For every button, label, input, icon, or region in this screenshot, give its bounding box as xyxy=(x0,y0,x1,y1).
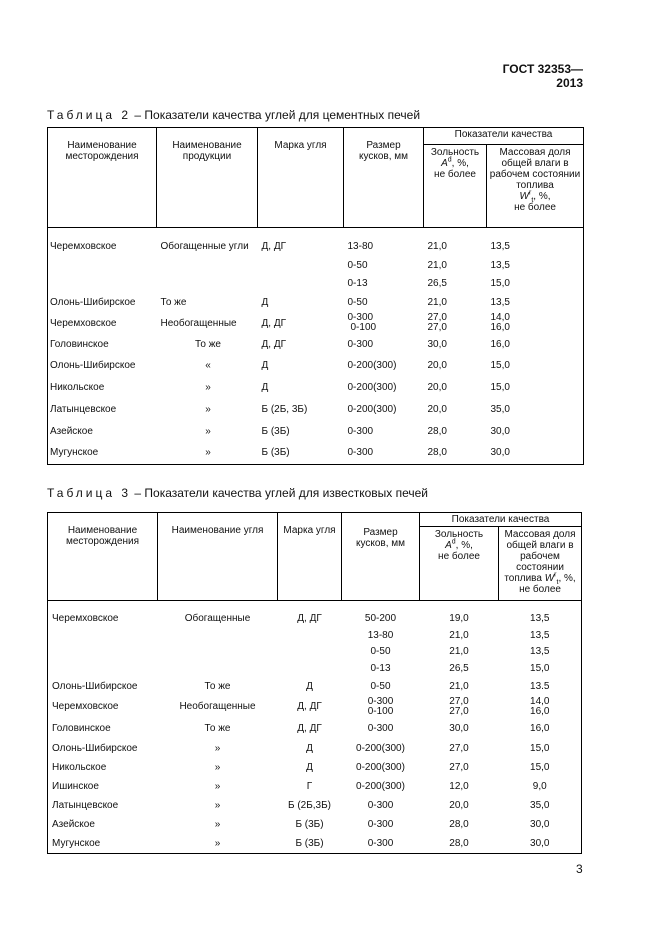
table3-header-product: Наименование угля xyxy=(158,513,278,601)
table3-cell-deposit: Олонь-Шибирское xyxy=(48,677,158,695)
table2-cell-product: » xyxy=(205,403,211,415)
table3-cell-size: 0-300 xyxy=(367,722,394,734)
table3-cell-ash: 21,0 xyxy=(449,680,469,692)
table2-cell-moisture-line1: 14,0 xyxy=(490,312,510,323)
table3-cell-ash: 21,0 xyxy=(449,629,469,641)
table3-header-size: Размер кусков, мм xyxy=(342,513,420,601)
table-row xyxy=(48,236,584,256)
table2-cell-size: 0-50 xyxy=(347,296,368,308)
table2-cell-deposit: Олонь-Шибирское xyxy=(48,292,157,312)
table2-cell-product: Обогащенные угли xyxy=(160,240,249,252)
table3-cell-product: Необогащенные xyxy=(179,701,256,712)
table-row xyxy=(48,442,584,464)
table2-header-deposit: Наименование месторождения xyxy=(48,128,157,228)
table2-cell-ash: 20,0 xyxy=(427,403,447,415)
table3-spacer-row xyxy=(48,601,582,610)
table3-cell-size: 0-300 xyxy=(367,819,394,830)
table3-cell-product: » xyxy=(214,819,221,830)
table2-cell-size: 0-300 xyxy=(347,425,374,437)
table3-cell-moisture: 15,0 xyxy=(499,659,582,677)
table2-header-quality: Показатели качества xyxy=(424,128,584,145)
table3-cell-grade xyxy=(278,643,342,659)
table-row xyxy=(48,609,582,627)
table3-cell-product xyxy=(158,627,278,643)
table2-cell-moisture: 15,0 xyxy=(487,376,584,398)
table2-cell-ash: 20,0 xyxy=(427,359,447,371)
table3-cell-moisture-line2: 16,0 xyxy=(530,705,550,717)
table2-cell-size: 0-200(300) xyxy=(347,359,397,371)
table3-cell-grade: Д, ДГ xyxy=(297,612,322,624)
table3-cell-grade xyxy=(278,627,342,643)
table2-cell-ash: 26,5 xyxy=(427,277,447,289)
table2-cell-product xyxy=(157,256,258,274)
table3-caption-text: – Показатели качества углей для известковых печей xyxy=(131,486,429,500)
table2-cell-moisture: 15,0 xyxy=(487,354,584,376)
table2-cell-moisture: 35,0 xyxy=(487,398,584,420)
table2-cell-deposit: Латынцевское xyxy=(48,398,157,420)
table2-cell-moisture: 13,5 xyxy=(487,236,584,256)
table2-cell-moisture: 30,0 xyxy=(487,442,584,464)
table2-cell-size: 13-80 xyxy=(347,240,374,252)
table3-cell-product: » xyxy=(158,834,278,853)
table3-cell-moisture: 30,0 xyxy=(499,815,582,834)
table3-cell-ash xyxy=(420,695,499,718)
table3-header-deposit: Наименование месторождения xyxy=(48,513,158,601)
table3-cell-deposit: Мугунское xyxy=(48,834,158,853)
table3-cell-ash: 27,0 xyxy=(449,762,469,773)
table2-cell-product: То же xyxy=(160,296,187,308)
table-row xyxy=(48,815,582,834)
table-row xyxy=(48,695,582,718)
table3-cell-size xyxy=(342,695,420,718)
table3-caption-prefix: Таблица 3 xyxy=(47,486,132,500)
table3-cell-deposit: Черемховское xyxy=(48,609,158,627)
table3-cell-product: Обогащенные xyxy=(184,612,251,624)
table3-cell-grade: Д xyxy=(306,742,313,754)
table2-cell-product: » xyxy=(205,381,211,393)
table3-cell-product: » xyxy=(214,800,221,811)
table2-cell-ash: 28,0 xyxy=(427,425,447,437)
table2-cell-deposit: Азейское xyxy=(48,420,157,442)
table3-cell-grade xyxy=(278,659,342,677)
table3-cell-size: 0-300 xyxy=(342,834,420,853)
table-row xyxy=(48,312,584,334)
table3-cell-ash-line1: 27,0 xyxy=(449,695,469,707)
table-row xyxy=(48,677,582,695)
table3-cell-moisture: 9,0 xyxy=(499,777,582,796)
table-row xyxy=(48,420,584,442)
table3-cell-ash: 28,0 xyxy=(420,834,499,853)
table3-cell-grade: Б (2Б,3Б) xyxy=(287,800,332,811)
table2-cell-size: 0-13 xyxy=(347,277,368,289)
standard-number: ГОСТ 32353—2013 xyxy=(502,62,583,90)
table3-cell-size: 0-200(300) xyxy=(356,781,405,792)
table3-header-ash: Зольность $A^d$, %, не более xyxy=(420,527,499,601)
table2-cell-grade: Д xyxy=(261,359,269,371)
table3-cell-deposit: Олонь-Шибирское xyxy=(48,738,158,758)
table2-cell-grade: Б (3Б) xyxy=(258,442,344,464)
table3-cell-product: То же xyxy=(204,722,231,734)
table2-cell-deposit xyxy=(48,274,157,292)
table3-cell-deposit xyxy=(48,627,158,643)
table2-cell-moisture: 15,0 xyxy=(487,274,584,292)
table2-cell-grade xyxy=(258,274,344,292)
table3-cell-moisture: 13,5 xyxy=(499,609,582,627)
table3-cell-size: 0-200(300) xyxy=(356,742,405,754)
table2-cell-grade xyxy=(258,256,344,274)
table-row xyxy=(48,376,584,398)
table2-cell-product: « xyxy=(205,359,211,371)
table2-cell-ash: 21,0 xyxy=(427,259,447,271)
table2-cell-size: 0-200(300) xyxy=(347,403,397,415)
table3-cell-moisture: 15,0 xyxy=(499,738,582,758)
table3 xyxy=(47,512,582,854)
table2-cell-product xyxy=(157,274,258,292)
table3-cell-grade: Д xyxy=(306,680,313,692)
table3-cell-grade: Д xyxy=(306,762,313,773)
table3-cell-size: 0-50 xyxy=(370,645,391,657)
table3-header-moisture: Массовая доля общей влаги в рабочем состоянии топлива $W^r_t$, %, не более xyxy=(499,527,582,601)
table2-cell-deposit xyxy=(48,256,157,274)
table2-cell-grade: Д, ДГ xyxy=(261,317,287,329)
table3-cell-ash: 28,0 xyxy=(449,819,469,830)
table-row xyxy=(48,643,582,659)
table2-cell-deposit: Мугунское xyxy=(48,442,157,464)
table3-cell-deposit: Черемховское xyxy=(48,695,158,718)
table2-cell-ash-line1: 27,0 xyxy=(427,312,447,323)
table3-cell-grade: Д, ДГ xyxy=(297,701,322,712)
table3-cell-size: 0-13 xyxy=(370,662,391,674)
table3-cell-moisture: 13,5 xyxy=(499,643,582,659)
table2-cell-deposit: Черемховское xyxy=(48,312,157,334)
table3-cell-product: » xyxy=(214,742,221,754)
table2 xyxy=(47,127,584,465)
table2-cell-product: » xyxy=(157,442,258,464)
table3-cell-ash-line2: 27,0 xyxy=(449,705,469,717)
table3-cell-grade: Г xyxy=(306,781,313,792)
table-row xyxy=(48,718,582,738)
table-row xyxy=(48,627,582,643)
table2-cell-deposit: Олонь-Шибирское xyxy=(48,354,157,376)
table2-cell-grade: Д, ДГ xyxy=(261,240,287,252)
table-row xyxy=(48,274,584,292)
table2-cell-size: 0-300 xyxy=(344,442,424,464)
table3-cell-moisture: 15,0 xyxy=(499,758,582,777)
table3-cell-deposit xyxy=(48,659,158,677)
table3-cell-grade: Б (3Б) xyxy=(295,819,324,830)
table2-cell-moisture: 13,5 xyxy=(487,256,584,274)
table2-cell-product: Необогащенные xyxy=(160,317,237,329)
table3-cell-product: » xyxy=(214,762,221,773)
table2-cell-size: 0-200(300) xyxy=(347,381,397,393)
table3-cell-deposit: Азейское xyxy=(48,815,158,834)
table3-cell-grade: Б (3Б) xyxy=(278,834,342,853)
table2-cell-moisture: 30,0 xyxy=(487,420,584,442)
table3-header-quality: Показатели качества xyxy=(420,513,582,527)
table2-header-grade: Марка угля xyxy=(258,128,344,228)
table3-cell-moisture: 13,5 xyxy=(499,627,582,643)
table2-header-product: Наименование продукции xyxy=(157,128,258,228)
table3-cell-product: » xyxy=(214,781,221,792)
table3-cell-moisture-line1: 14,0 xyxy=(530,695,550,707)
table-row xyxy=(48,834,582,853)
table2-spacer-row xyxy=(48,228,584,237)
table3-cell-product: То же xyxy=(204,680,231,692)
table2-caption xyxy=(47,108,420,122)
table2-cell-deposit: Головинское xyxy=(48,334,157,354)
table2-cell-ash xyxy=(424,312,487,334)
table3-cell-size-line1: 0-300 xyxy=(367,695,394,707)
table3-cell-ash: 27,0 xyxy=(449,742,469,754)
table-row xyxy=(48,738,582,758)
table2-cell-moisture-line2: 16,0 xyxy=(490,322,510,333)
table-row xyxy=(48,796,582,815)
table3-cell-size: 13-80 xyxy=(367,629,394,641)
table3-cell-grade: Д, ДГ xyxy=(297,722,322,734)
table2-cell-grade: Б (2Б, 3Б) xyxy=(261,403,308,415)
table2-cell-size: 0-300 xyxy=(347,338,374,350)
table2-caption-prefix: Таблица 2 xyxy=(47,108,132,122)
table2-cell-grade: Д xyxy=(261,296,269,308)
table3-cell-size: 0-200(300) xyxy=(356,762,405,773)
table3-caption xyxy=(47,486,428,500)
table2-cell-size-line1: 0-300 xyxy=(347,312,374,323)
table2-cell-moisture xyxy=(487,312,584,334)
table2-cell-grade: Д xyxy=(261,381,269,393)
table2-cell-moisture: 16,0 xyxy=(487,334,584,354)
table2-caption-text: – Показатели качества углей для цементных печей xyxy=(131,108,421,122)
table3-cell-product xyxy=(158,643,278,659)
table3-cell-moisture: 13.5 xyxy=(499,677,582,695)
table-row xyxy=(48,758,582,777)
table3-cell-size: 0-50 xyxy=(370,680,391,692)
table2-cell-product: То же xyxy=(195,338,221,350)
table3-cell-size: 0-300 xyxy=(367,800,394,811)
table2-header-ash: Зольность $A^d$, %, не более xyxy=(424,145,487,228)
table3-cell-ash: 21,0 xyxy=(449,645,469,657)
table-row xyxy=(48,777,582,796)
table3-cell-deposit: Ишинское xyxy=(48,777,158,796)
table3-cell-ash: 30,0 xyxy=(449,722,469,734)
table3-cell-deposit xyxy=(48,643,158,659)
table2-cell-size xyxy=(344,312,424,334)
table3-cell-product xyxy=(158,659,278,677)
table-row xyxy=(48,292,584,312)
table3-cell-ash: 26,5 xyxy=(449,662,469,674)
table3-cell-ash: 12,0 xyxy=(449,781,469,792)
table3-cell-ash: 20,0 xyxy=(449,800,469,811)
table2-cell-size: 0-50 xyxy=(347,259,368,271)
table2-cell-deposit: Черемховское xyxy=(48,236,157,256)
table-row xyxy=(48,354,584,376)
table3-cell-moisture xyxy=(499,695,582,718)
table3-cell-ash: 19,0 xyxy=(449,612,469,624)
table3-cell-moisture: 16,0 xyxy=(499,718,582,738)
table2-cell-ash: 21,0 xyxy=(427,296,447,308)
table3-cell-deposit: Никольское xyxy=(48,758,158,777)
page-number: 3 xyxy=(576,862,583,876)
table2-cell-size-line2: 0-100 xyxy=(350,322,377,333)
table3-cell-deposit: Головинское xyxy=(48,718,158,738)
table3-cell-size: 50-200 xyxy=(364,612,397,624)
table-row xyxy=(48,398,584,420)
table3-cell-moisture: 35,0 xyxy=(499,796,582,815)
table2-cell-ash: 28,0 xyxy=(424,442,487,464)
table2-cell-ash: 20,0 xyxy=(427,381,447,393)
table3-header-grade: Марка угля xyxy=(278,513,342,601)
table2-cell-moisture: 13,5 xyxy=(487,292,584,312)
table2-cell-ash-line2: 27,0 xyxy=(427,322,447,333)
table2-header-size: Размер кусков, мм xyxy=(344,128,424,228)
table3-cell-size-line2: 0-100 xyxy=(367,705,394,717)
table2-header-moisture: Массовая доля общей влаги в рабочем состоянии топлива $W^r_t$, %, не более xyxy=(487,145,584,228)
table2-cell-ash: 30,0 xyxy=(427,338,447,350)
table2-cell-grade: Д, ДГ xyxy=(261,338,287,350)
table3-cell-moisture: 30,0 xyxy=(499,834,582,853)
table-row xyxy=(48,334,584,354)
table2-cell-deposit: Никольское xyxy=(48,376,157,398)
table3-cell-deposit: Латынцевское xyxy=(48,796,158,815)
table-row xyxy=(48,256,584,274)
table-row xyxy=(48,659,582,677)
table2-cell-ash: 21,0 xyxy=(427,240,447,252)
table2-cell-product: » xyxy=(205,425,211,437)
table2-cell-grade: Б (3Б) xyxy=(261,425,290,437)
